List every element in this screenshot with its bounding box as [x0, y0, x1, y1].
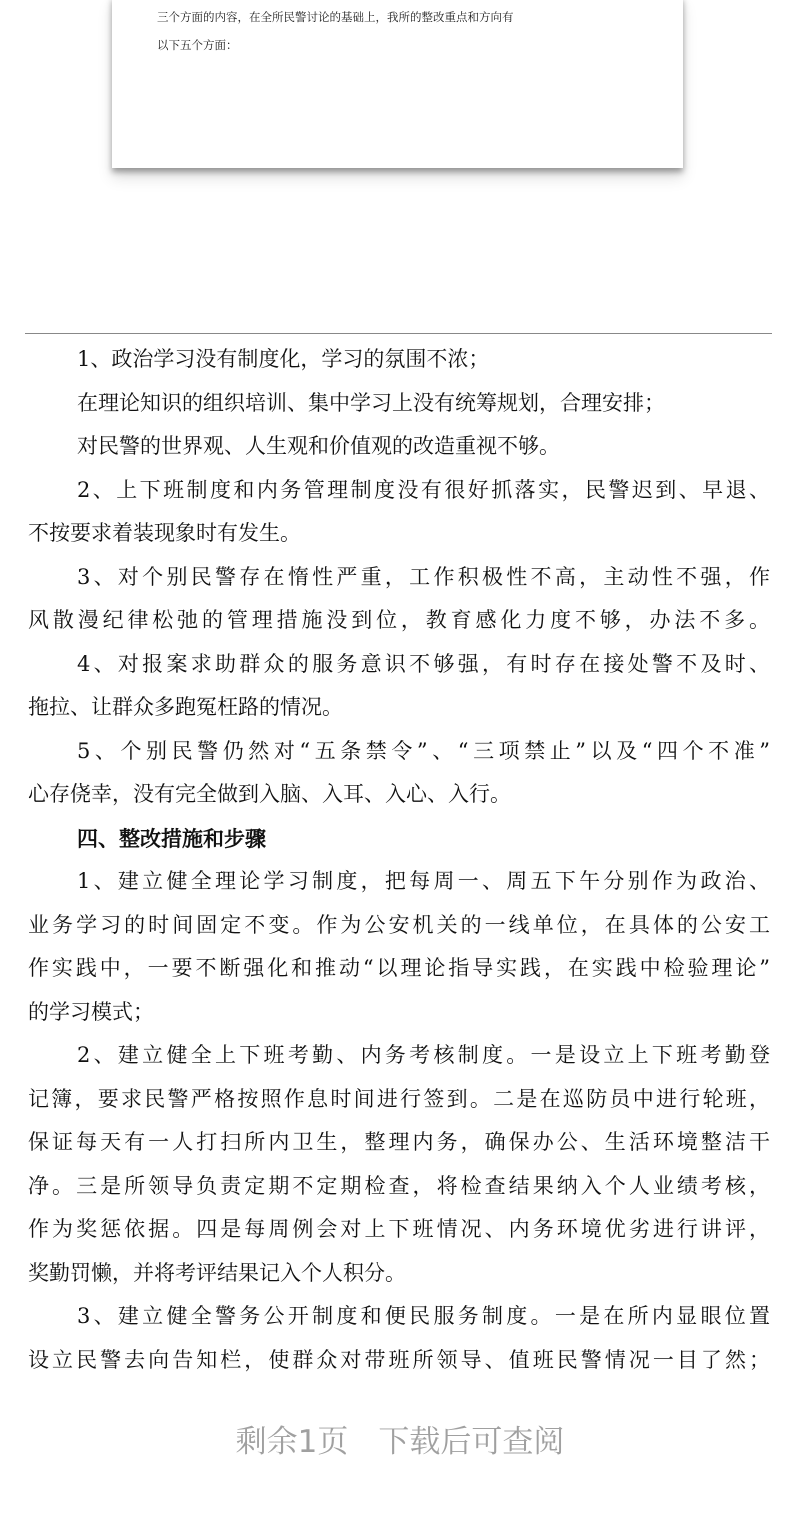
text-line: 奖勤罚懒，并将考评结果记入个人积分。 [28, 1260, 406, 1285]
text-line: 在理论知识的组织培训、集中学习上没有统筹规划，合理安排； [77, 390, 665, 415]
text-line: 保证每天有一人打扫所内卫生，整理内务，确保办公、生活环境整洁干 [28, 1130, 770, 1154]
text-line: 拖拉、让群众多跑冤枉路的情况。 [28, 695, 343, 719]
text-line: 作为奖惩依据。四是每周例会对上下班情况、内务环境优劣进行讲评， [28, 1217, 770, 1241]
text-line: 的学习模式； [28, 999, 154, 1024]
text-line: 业务学习的时间固定不变。作为公安机关的一线单位，在具体的公安工 [28, 912, 770, 937]
preview-line: 以下五个方面： [157, 38, 238, 52]
text-line: 设立民警去向告知栏，使群众对带班所领导、值班民警情况一目了然； [28, 1347, 770, 1372]
text-line: 心存侥幸，没有完全做到入脑、入耳、入心、入行。 [28, 782, 511, 806]
remaining-pages-label: 剩余1页 [235, 1424, 349, 1460]
text-line: 4、对报案求助群众的服务意识不够强，有时存在接处警不及时、 [77, 651, 770, 676]
read-more-banner[interactable] [0, 1416, 800, 1461]
text-line: 对民警的世界观、人生观和价值观的改造重视不够。 [77, 434, 560, 458]
text-line: 2、建立健全上下班考勤、内务考核制度。一是设立上下班考勤登 [77, 1043, 770, 1067]
text-line: 3、建立健全警务公开制度和便民服务制度。一是在所内显眼位置 [77, 1304, 770, 1328]
text-line: 2、上下班制度和内务管理制度没有很好抓落实，民警迟到、早退、 [77, 477, 770, 502]
text-line: 5、个别民警仍然对“五条禁令”、“三项禁止”以及“四个不准” [77, 738, 770, 763]
text-line: 净。三是所领导负责定期不定期检查，将检查结果纳入个人业绩考核， [28, 1173, 770, 1198]
text-line: 1、政治学习没有制度化，学习的氛围不浓； [77, 347, 490, 371]
text-line: 作实践中，一要不断强化和推动“以理论指导实践，在实践中检验理论” [28, 956, 770, 980]
text-line: 记簿，要求民警严格按照作息时间进行签到。二是在巡防员中进行轮班， [28, 1086, 770, 1111]
page-divider [25, 333, 772, 334]
section-heading: 四、整改措施和步骤 [77, 825, 266, 851]
text-line: 风散漫纪律松弛的管理措施没到位，教育感化力度不够，办法不多。 [28, 608, 770, 632]
preview-line: 三个方面的内容，在全所民警讨论的基础上，我所的整改重点和方向有 [157, 10, 514, 24]
text-line: 3、对个别民警存在惰性严重，工作积极性不高，主动性不强，作 [77, 564, 770, 589]
document-body [28, 338, 770, 1382]
text-line: 1、建立健全理论学习制度，把每周一、周五下午分别作为政治、 [77, 869, 770, 893]
page-preview-card [112, 0, 683, 168]
text-line: 不按要求着装现象时有发生。 [28, 521, 301, 545]
download-hint-label: 下载后可查阅 [378, 1424, 565, 1460]
